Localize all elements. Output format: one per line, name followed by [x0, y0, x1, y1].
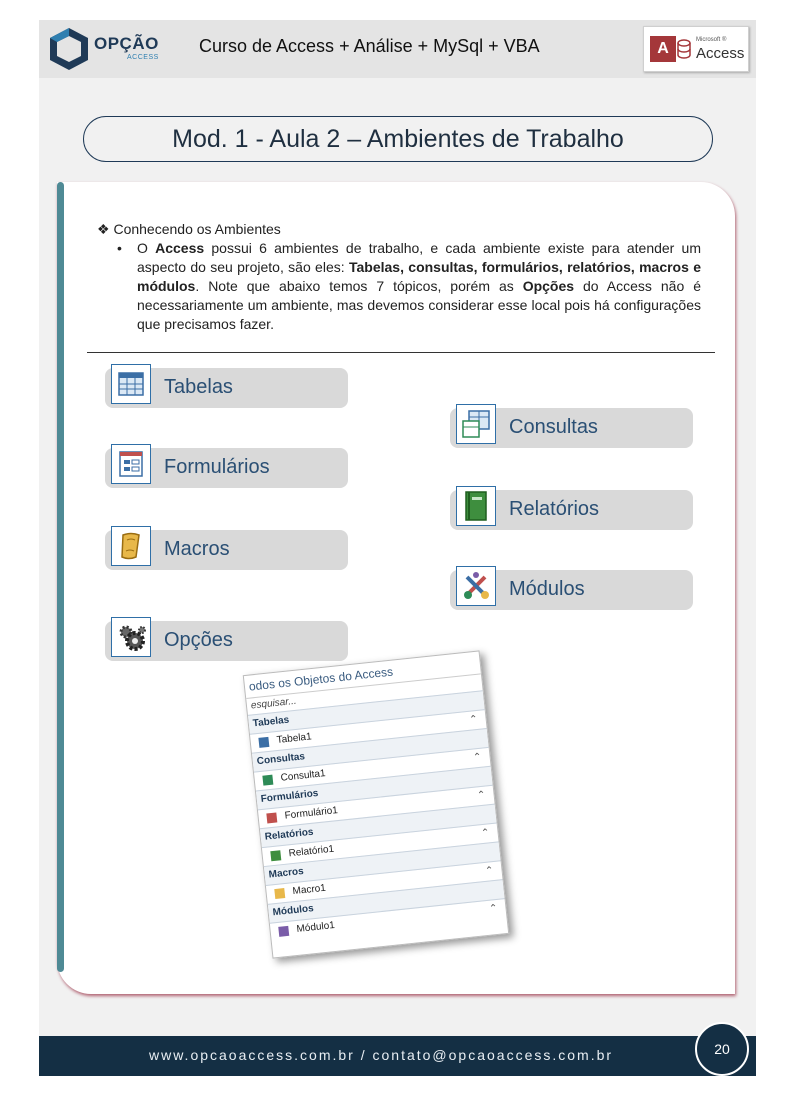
intro-text-run: Tabelas, consultas, formulários, relatórios, macros e módulos — [137, 259, 701, 294]
logo-subtitle: ACCESS — [127, 54, 159, 61]
object-type-icon — [266, 812, 277, 823]
env-formularios[interactable] — [105, 448, 348, 488]
navigation-pane-screenshot — [243, 650, 509, 958]
intro-text-run: O — [137, 240, 156, 256]
object-type-icon — [278, 926, 289, 937]
object-type-icon — [262, 775, 273, 786]
section-divider — [87, 352, 715, 353]
access-logo — [643, 26, 749, 72]
nav-object-label: Relatório1 — [288, 843, 335, 860]
nav-pane-search: esquisar... — [250, 695, 298, 712]
access-badge-icon: A — [650, 36, 676, 62]
intro-section — [97, 220, 701, 334]
table-icon — [111, 364, 151, 404]
env-label: Formulários — [164, 456, 270, 478]
intro-heading — [97, 220, 701, 239]
object-type-icon — [274, 888, 285, 899]
env-opcoes[interactable] — [105, 621, 348, 661]
logo-name: OPÇÃO — [94, 34, 159, 53]
module-title: Mod. 1 - Aula 2 – Ambientes de Trabalho — [83, 116, 713, 162]
nav-section-label: Consultas — [256, 751, 306, 768]
collapse-chevron-icon[interactable]: ⌃ — [484, 865, 495, 877]
nav-section-label: Relatórios — [264, 826, 315, 843]
form-icon — [111, 444, 151, 484]
query-icon — [456, 404, 496, 444]
env-consultas[interactable] — [450, 408, 693, 448]
env-label: Tabelas — [164, 376, 233, 398]
intro-text-run: Opções — [522, 278, 575, 294]
nav-pane-sections — [248, 690, 507, 941]
intro-text-run: . Note que abaixo temos 7 tópicos, porém as — [195, 278, 523, 294]
env-label: Opções — [164, 629, 233, 651]
nav-section-label: Tabelas — [252, 714, 290, 730]
document-page — [39, 20, 756, 1076]
intro-text-run: Access — [155, 240, 205, 256]
nav-object-label: Macro1 — [292, 882, 327, 898]
page-footer — [39, 1036, 756, 1076]
nav-section-label: Macros — [268, 865, 305, 881]
macro-icon — [111, 526, 151, 566]
nav-object-label: Consulta1 — [280, 768, 327, 784]
collapse-chevron-icon[interactable]: ⌃ — [468, 713, 479, 726]
diamond-bullet-icon: ❖ — [97, 221, 110, 237]
collapse-chevron-icon[interactable]: ⌃ — [488, 902, 499, 915]
collapse-chevron-icon[interactable]: ⌃ — [480, 827, 491, 840]
env-label: Módulos — [509, 578, 585, 600]
access-logo-name: Access — [696, 45, 745, 62]
nav-object-label: Formulário1 — [284, 805, 339, 822]
nav-pane-title: odos os Objetos do Access — [244, 651, 481, 699]
object-type-icon — [270, 850, 281, 861]
nav-object-label: Tabela1 — [276, 731, 313, 746]
env-label: Macros — [164, 538, 230, 560]
nav-object-label: Módulo1 — [296, 920, 336, 935]
intro-text-run: do Access não é necessariamente um ambiente, mas devemos considerar esse local pois há configurações que precisamos fazer. — [137, 278, 701, 332]
bullet-dot: • — [117, 240, 122, 256]
database-icon — [677, 39, 691, 59]
collapse-chevron-icon[interactable]: ⌃ — [476, 789, 487, 802]
collapse-chevron-icon[interactable]: ⌃ — [472, 751, 483, 764]
env-macros[interactable] — [105, 530, 348, 570]
intro-text-run: possui 6 ambientes de trabalho, e cada ambiente existe para atender um aspecto do seu projeto, são eles: — [137, 240, 702, 275]
opcao-logo-icon — [47, 26, 91, 72]
access-logo-brand: Microsoft ® — [696, 37, 727, 43]
env-tabelas[interactable] — [105, 368, 348, 408]
nav-section-label: Formulários — [260, 787, 319, 805]
nav-section-label: Módulos — [272, 903, 315, 919]
object-type-icon — [258, 737, 269, 748]
env-label: Consultas — [509, 416, 598, 438]
page-number: 20 — [695, 1022, 749, 1076]
env-label: Relatórios — [509, 498, 600, 520]
env-modulos[interactable] — [450, 570, 693, 610]
intro-paragraph — [137, 240, 701, 332]
intro-heading-text: Conhecendo os Ambientes — [113, 221, 281, 237]
env-relatorios[interactable] — [450, 490, 693, 530]
intro-bullet — [117, 239, 701, 334]
footer-contact: www.opcaoaccess.com.br / contato@opcaoaccess.com.br — [149, 1047, 614, 1063]
card-accent-bar — [57, 182, 64, 972]
page-header — [39, 20, 756, 78]
course-title: Curso de Access + Análise + MySql + VBA — [199, 36, 540, 56]
report-icon — [456, 486, 496, 526]
gear-icon — [111, 617, 151, 657]
module-icon — [456, 566, 496, 606]
